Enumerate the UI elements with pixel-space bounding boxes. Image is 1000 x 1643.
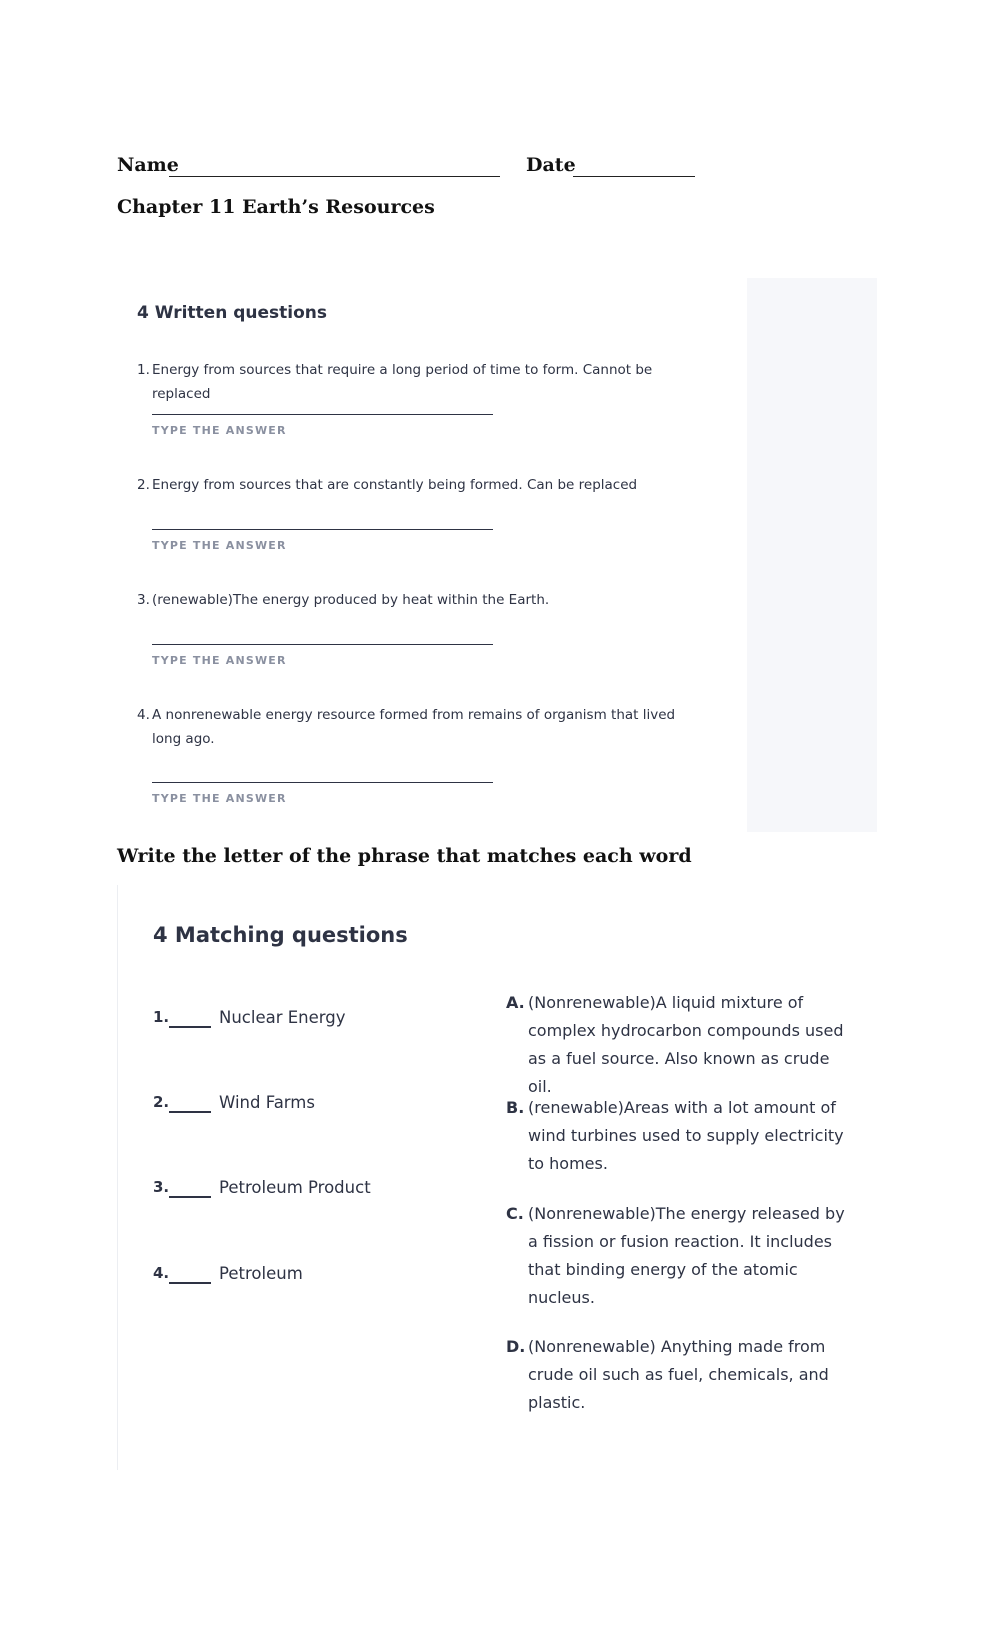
term-number: 2. bbox=[153, 1093, 170, 1111]
definition-letter: C. bbox=[506, 1204, 524, 1223]
question-number: 1. bbox=[137, 362, 150, 378]
question-text: Energy from sources that are constantly being formed. Can be replaced bbox=[152, 477, 638, 493]
chapter-title: Chapter 11 Earth’s Resources bbox=[117, 196, 435, 218]
term-number: 3. bbox=[153, 1178, 170, 1196]
answer-field-4[interactable] bbox=[152, 782, 493, 783]
answer-field-2[interactable] bbox=[152, 529, 493, 530]
answer-hint-4: TYPE THE ANSWER bbox=[152, 792, 287, 805]
answer-hint-2: TYPE THE ANSWER bbox=[152, 539, 287, 552]
question-number: 2. bbox=[137, 477, 150, 493]
definition-text: (renewable)Areas with a lot amount of wind turbines used to supply electricity to homes. bbox=[528, 1098, 844, 1173]
matching-questions-heading: 4 Matching questions bbox=[153, 923, 408, 947]
date-blank-line[interactable] bbox=[573, 176, 695, 177]
written-question-2 bbox=[137, 473, 707, 497]
term-answer-blank[interactable] bbox=[169, 1026, 211, 1028]
written-questions-heading: 4 Written questions bbox=[137, 303, 327, 323]
question-text: (renewable)The energy produced by heat within the Earth. bbox=[152, 592, 550, 608]
question-text: A nonrenewable energy resource formed from remains of organism that lived long ago. bbox=[152, 707, 676, 747]
written-sidebar-panel bbox=[747, 278, 877, 832]
name-blank-line[interactable] bbox=[169, 176, 500, 177]
date-label: Date bbox=[526, 154, 576, 176]
definition-text: (Nonrenewable) Anything made from crude oil such as fuel, chemicals, and plastic. bbox=[528, 1337, 829, 1412]
answer-hint-1: TYPE THE ANSWER bbox=[152, 424, 287, 437]
definition-letter: A. bbox=[506, 993, 525, 1012]
matching-panel-border bbox=[117, 885, 118, 1470]
term-label: Wind Farms bbox=[219, 1093, 315, 1112]
definition-letter: B. bbox=[506, 1098, 525, 1117]
term-answer-blank[interactable] bbox=[169, 1282, 211, 1284]
matching-definition-c bbox=[506, 1200, 851, 1312]
answer-field-3[interactable] bbox=[152, 644, 493, 645]
answer-field-1[interactable] bbox=[152, 414, 493, 415]
term-label: Petroleum bbox=[219, 1264, 303, 1283]
question-number: 4. bbox=[137, 707, 150, 723]
term-answer-blank[interactable] bbox=[169, 1196, 211, 1198]
written-question-4 bbox=[137, 703, 707, 751]
matching-definition-a bbox=[506, 989, 851, 1101]
matching-definition-d bbox=[506, 1333, 851, 1417]
name-label: Name bbox=[117, 154, 179, 176]
question-number: 3. bbox=[137, 592, 150, 608]
written-question-3 bbox=[137, 588, 707, 612]
question-text: Energy from sources that require a long period of time to form. Cannot be replaced bbox=[152, 362, 653, 402]
term-label: Nuclear Energy bbox=[219, 1008, 346, 1027]
answer-hint-3: TYPE THE ANSWER bbox=[152, 654, 287, 667]
term-answer-blank[interactable] bbox=[169, 1111, 211, 1113]
definition-text: (Nonrenewable)A liquid mixture of complex hydrocarbon compounds used as a fuel source. Also known as crude oil. bbox=[528, 993, 844, 1096]
term-number: 1. bbox=[153, 1008, 170, 1026]
term-number: 4. bbox=[153, 1264, 170, 1282]
matching-instruction: Write the letter of the phrase that matches each word bbox=[117, 845, 692, 867]
definition-text: (Nonrenewable)The energy released by a fission or fusion reaction. It includes that binding energy of the atomic nucleus. bbox=[528, 1204, 845, 1307]
term-label: Petroleum Product bbox=[219, 1178, 371, 1197]
matching-definition-b bbox=[506, 1094, 851, 1178]
definition-letter: D. bbox=[506, 1337, 526, 1356]
written-question-1 bbox=[137, 358, 707, 406]
